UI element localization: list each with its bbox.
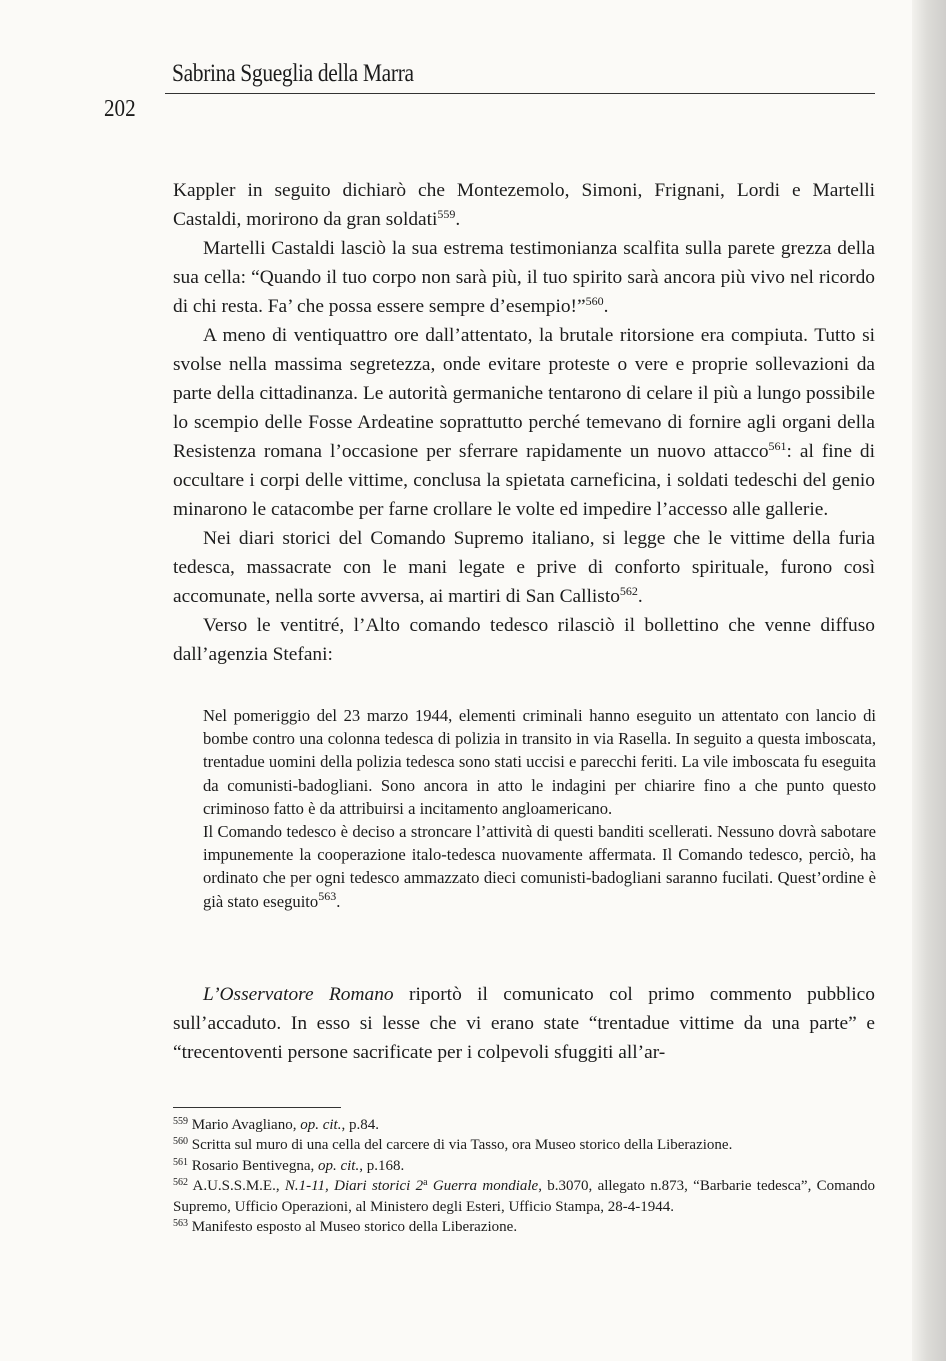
footnote-italic: op. cit. [300,1117,342,1133]
footnote-text: Scritta sul muro di una cella del carcere di via Tasso, ora Museo storico della Liberazione. [191,1137,733,1154]
paragraph-5: Verso le ventitré, l’Alto comando tedesco rilasciò il bollettino che venne diffuso dall’agenzia Stefani: [173,615,875,665]
closing-paragraph [173,980,875,1067]
footnote-ref-563[interactable]: 563 [318,888,337,903]
footnote-italic-a: N.1-11, Diari storici 2 [284,1178,424,1195]
footnote-number: 561 [173,1156,188,1168]
footnote-ref-560[interactable]: 560 [585,294,604,308]
footnote-number: 559 [173,1116,188,1127]
footnote-ref-562[interactable]: 562 [619,584,638,598]
footnote-561 [173,1156,875,1176]
footnote-562 [173,1176,875,1217]
paragraph-6 [173,980,875,1067]
paragraph-2-end: . [603,296,609,317]
newspaper-title: L’Osservatore Romano [203,984,394,1005]
footnote-ref-559[interactable]: 559 [437,207,456,221]
footnote-pre: A.U.S.S.M.E., [192,1178,285,1195]
paragraph-4-text: Nei diari storici del Comando Supremo italiano, si legge che le vittime della furia tedesca, massacrate con le mani legate e prive di conforto spirituale, furono così accomunate, nella sorte avversa, ai martiri di San Callisto [173,528,875,607]
paragraph-2-text: Martelli Castaldi lasciò la sua estrema testimonianza scalfita sulla parete grezza della sua cella: “Quando il tuo corpo non sarà più, il tuo spirito sarà ancora più vivo nel ricordo di chi resta. Fa’ che possa essere sempre d’esempio!” [173,238,875,317]
footnote-rule [173,1107,341,1108]
footnote-number: 562 [173,1177,188,1189]
quote-paragraph-2-text: Il Comando tedesco è deciso a stroncare l’attività di questi banditi scellerati. Nessuno dovrà sabotare impunemente la cooperazione italo-tedesca nuovamente affermata. Il Comando tedesco, perciò, ha ordinato che per ogni tedesco ammazzato dieci comunisti-badogliani saranno fucilati. Quest’ordine è già stato eseguito [203,822,876,911]
quote-paragraph-2-end: . [336,891,341,911]
footnote-italic: op. cit. [317,1157,360,1174]
page-number: 202 [104,96,136,122]
paragraph-3 [173,321,875,524]
footnote-ref-561[interactable]: 561 [768,439,787,453]
paragraph-3-text-b: : al fine di occultare i corpi delle vittime, conclusa la spietata carneficina, i soldati tedeschi del genio minarono le catacombe per farne crollare le volte ed impedire l’accesso alle gallerie. [173,441,875,520]
page-binding-shadow [912,0,946,1361]
paragraph-1 [173,176,875,234]
block-quote [203,704,876,913]
footnote-rest: , p.168. [359,1157,405,1174]
footnote-560 [173,1135,875,1155]
quote-paragraph-1: Nel pomeriggio del 23 marzo 1944, elementi criminali hanno eseguito un attentato con lancio di bombe contro una colonna tedesca di polizia in transito in via Rasella. In seguito a questa imboscata, trentadue uomini della polizia tedesca sono stati uccisi e parecchi feriti. La vile imboscata fu eseguita da comunisti-badogliani. Sono ancora in atto le indagini per chiarire fino a che punto questo criminoso fatto è da attribuirsi a incitamento angloamericano. [203,706,876,818]
footnote-number: 560 [173,1136,188,1148]
footnote-number: 563 [173,1218,188,1230]
paragraph-1-text: Kappler in seguito dichiarò che Montezemolo, Simoni, Frignani, Lordi e Martelli Castaldi, morirono da gran soldati [173,180,875,230]
footnote-text: Manifesto esposto al Museo storico della Liberazione. [191,1219,518,1236]
footnote-563 [173,1217,875,1237]
footnote-ordinal: a [423,1177,428,1189]
footnote-author: Rosario Bentivegna, [191,1157,318,1174]
footnote-rest: , p.84. [341,1117,379,1133]
paragraph-1-end: . [455,209,461,230]
footnote-italic-b: Guerra mondiale [427,1178,539,1195]
paragraph-3-text-a: A meno di ventiquattro ore dall’attentato, la brutale ritorsione era compiuta. Tutto si svolse nella massima segretezza, onde evitare proteste o vere e proprie sollevazioni da parte della cittadinanza. Le autorità germaniche tentarono di celare il più a lungo possibile lo scempio delle Fosse Ardeatine soprattutto perché temevano di fornire agli organi della Resistenza romana l’occasione per sferrare rapidamente un nuovo attacco [173,325,875,462]
header-rule [165,93,875,94]
footnote-559 [173,1115,875,1135]
footnote-rest: , b.3070, allegato n.873, “Barbarie tedesca”, Comando Supremo, Ufficio Operazioni, al Ministero degli Esteri, Ufficio Stampa, 28-4-1944. [173,1178,875,1215]
paragraph-2 [173,234,875,321]
paragraph-4-end: . [637,586,643,607]
quote-paragraph-2 [203,820,876,913]
paragraph-4 [173,524,875,611]
paragraph-6-text: riportò il comunicato col primo commento pubblico sull’accaduto. In esso si lesse che vi erano state “trentadue vittime da una parte” e “trecentoventi persone sacrificate per i colpevoli sfuggiti all’ar- [173,984,875,1063]
footnotes [173,1115,875,1237]
main-text [173,176,875,669]
running-title: Sabrina Sgueglia della Marra [172,60,414,87]
footnote-author: Mario Avagliano, [191,1117,301,1133]
